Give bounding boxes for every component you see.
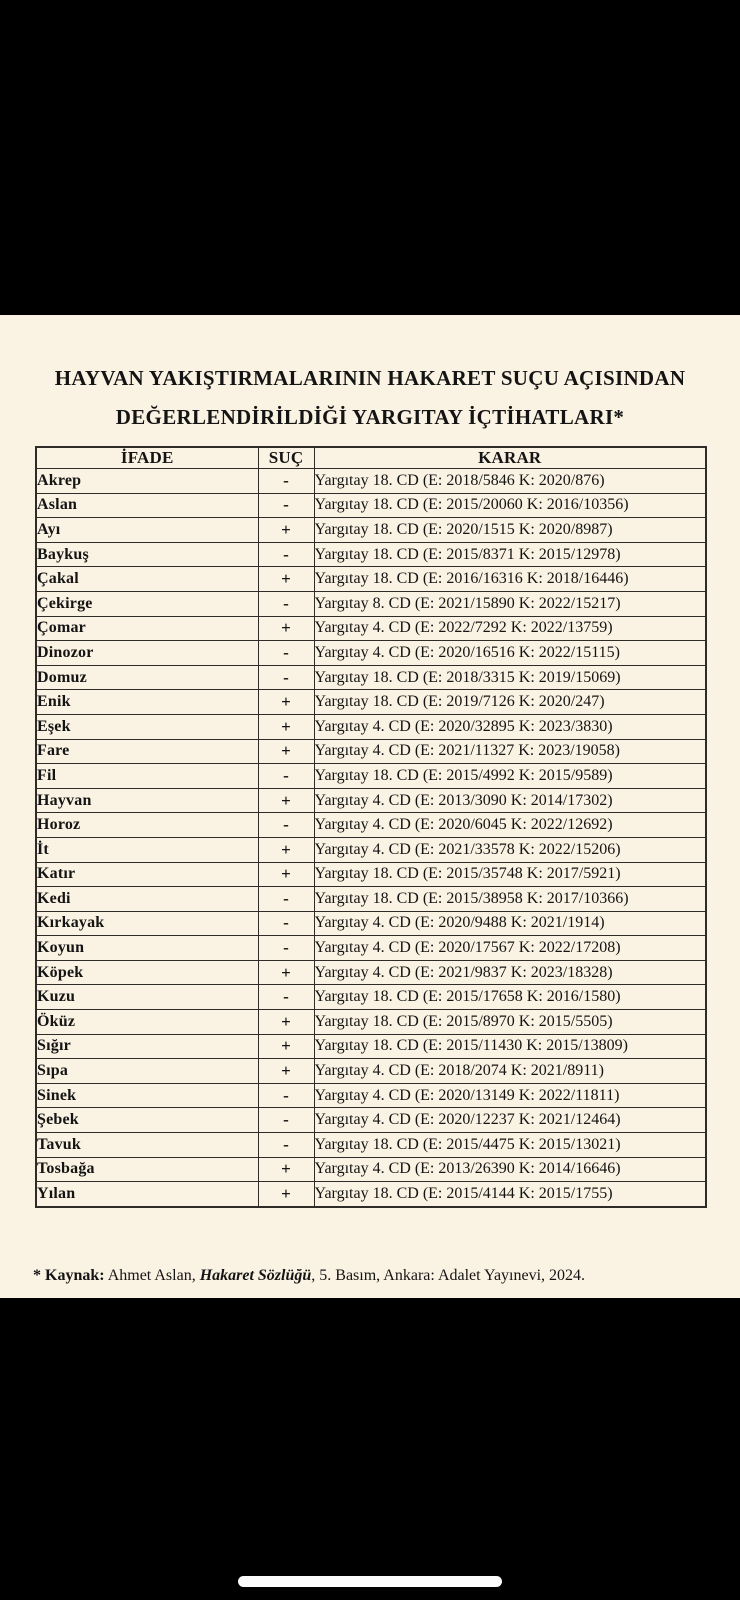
karar-cell: Yargıtay 4. CD (E: 2013/26390 K: 2014/16646) <box>314 1157 706 1182</box>
ifade-cell: İt <box>36 837 258 862</box>
suc-cell: + <box>258 690 314 715</box>
suc-cell: + <box>258 960 314 985</box>
karar-cell: Yargıtay 4. CD (E: 2022/7292 K: 2022/13759) <box>314 616 706 641</box>
table-row <box>36 493 706 518</box>
ifade-cell: Fil <box>36 764 258 789</box>
table-row <box>36 1059 706 1084</box>
ifade-cell: Baykuş <box>36 542 258 567</box>
karar-cell: Yargıtay 18. CD (E: 2015/4992 K: 2015/9589) <box>314 764 706 789</box>
ifade-cell: Enik <box>36 690 258 715</box>
header-cell-karar: KARAR <box>314 447 706 469</box>
table-row <box>36 788 706 813</box>
suc-cell: - <box>258 665 314 690</box>
karar-cell: Yargıtay 18. CD (E: 2015/8970 K: 2015/5505) <box>314 1010 706 1035</box>
suc-cell: + <box>258 1157 314 1182</box>
table-row <box>36 1010 706 1035</box>
suc-cell: + <box>258 862 314 887</box>
table-header <box>36 447 706 469</box>
ifade-cell: Çekirge <box>36 591 258 616</box>
suc-cell: - <box>258 936 314 961</box>
suc-cell: + <box>258 837 314 862</box>
suc-cell: - <box>258 469 314 494</box>
ifade-cell: Akrep <box>36 469 258 494</box>
table-row <box>36 591 706 616</box>
suc-cell: + <box>258 616 314 641</box>
ifade-cell: Sığır <box>36 1034 258 1059</box>
table-row <box>36 542 706 567</box>
document-title-line-2: DEĞERLENDİRİLDİĞİ YARGITAY İÇTİHATLARI* <box>115 405 625 429</box>
court-decisions-table <box>35 446 707 1208</box>
suc-cell: + <box>258 1059 314 1084</box>
table-row <box>36 469 706 494</box>
karar-cell: Yargıtay 18. CD (E: 2015/38958 K: 2017/10366) <box>314 887 706 912</box>
suc-cell: + <box>258 1182 314 1207</box>
karar-cell: Yargıtay 18. CD (E: 2015/8371 K: 2015/12978) <box>314 542 706 567</box>
suc-cell: + <box>258 1010 314 1035</box>
table-header-row <box>36 447 706 469</box>
ifade-cell: Çakal <box>36 567 258 592</box>
suc-cell: - <box>258 813 314 838</box>
table-row <box>36 616 706 641</box>
table-body <box>36 469 706 1207</box>
ifade-cell: Horoz <box>36 813 258 838</box>
suc-cell: + <box>258 518 314 543</box>
ifade-cell: Tavuk <box>36 1133 258 1158</box>
ifade-cell: Tosbağa <box>36 1157 258 1182</box>
suc-cell: - <box>258 1083 314 1108</box>
table-row <box>36 1133 706 1158</box>
karar-cell: Yargıtay 18. CD (E: 2015/4475 K: 2015/13021) <box>314 1133 706 1158</box>
suc-cell: + <box>258 567 314 592</box>
footnote-source-label: * Kaynak: <box>33 1267 105 1284</box>
karar-cell: Yargıtay 4. CD (E: 2021/9837 K: 2023/18328) <box>314 960 706 985</box>
suc-cell: - <box>258 591 314 616</box>
suc-cell: - <box>258 493 314 518</box>
table-row <box>36 1034 706 1059</box>
ifade-cell: Dinozor <box>36 641 258 666</box>
suc-cell: - <box>258 887 314 912</box>
bottom-letterbox-bar <box>0 1298 740 1600</box>
table-row <box>36 813 706 838</box>
suc-cell: + <box>258 1034 314 1059</box>
karar-cell: Yargıtay 4. CD (E: 2020/32895 K: 2023/3830) <box>314 714 706 739</box>
ifade-cell: Kuzu <box>36 985 258 1010</box>
karar-cell: Yargıtay 18. CD (E: 2020/1515 K: 2020/8987) <box>314 518 706 543</box>
ifade-cell: Sıpa <box>36 1059 258 1084</box>
ifade-cell: Öküz <box>36 1010 258 1035</box>
suc-cell: - <box>258 1133 314 1158</box>
document-title-line-1: HAYVAN YAKIŞTIRMALARININ HAKARET SUÇU AÇISINDAN <box>54 366 686 390</box>
ifade-cell: Domuz <box>36 665 258 690</box>
karar-cell: Yargıtay 18. CD (E: 2015/20060 K: 2016/10356) <box>314 493 706 518</box>
karar-cell: Yargıtay 18. CD (E: 2015/4144 K: 2015/1755) <box>314 1182 706 1207</box>
home-indicator-handle[interactable] <box>238 1576 502 1587</box>
suc-cell: + <box>258 714 314 739</box>
table-row <box>36 1083 706 1108</box>
suc-cell: + <box>258 739 314 764</box>
karar-cell: Yargıtay 4. CD (E: 2021/11327 K: 2023/19058) <box>314 739 706 764</box>
ifade-cell: Hayvan <box>36 788 258 813</box>
table-row <box>36 690 706 715</box>
table-row <box>36 641 706 666</box>
header-cell-suc: SUÇ <box>258 447 314 469</box>
table-row <box>36 739 706 764</box>
karar-cell: Yargıtay 18. CD (E: 2019/7126 K: 2020/247) <box>314 690 706 715</box>
karar-cell: Yargıtay 8. CD (E: 2021/15890 K: 2022/15217) <box>314 591 706 616</box>
karar-cell: Yargıtay 18. CD (E: 2018/5846 K: 2020/876) <box>314 469 706 494</box>
table-row <box>36 960 706 985</box>
karar-cell: Yargıtay 18. CD (E: 2015/11430 K: 2015/13809) <box>314 1034 706 1059</box>
top-letterbox-bar <box>0 0 740 315</box>
karar-cell: Yargıtay 4. CD (E: 2020/6045 K: 2022/12692) <box>314 813 706 838</box>
karar-cell: Yargıtay 18. CD (E: 2018/3315 K: 2019/15069) <box>314 665 706 690</box>
karar-cell: Yargıtay 4. CD (E: 2020/17567 K: 2022/17208) <box>314 936 706 961</box>
karar-cell: Yargıtay 4. CD (E: 2020/9488 K: 2021/1914) <box>314 911 706 936</box>
karar-cell: Yargıtay 4. CD (E: 2020/13149 K: 2022/11811) <box>314 1083 706 1108</box>
karar-cell: Yargıtay 18. CD (E: 2015/35748 K: 2017/5921) <box>314 862 706 887</box>
source-footnote <box>33 1267 723 1285</box>
suc-cell: - <box>258 985 314 1010</box>
table-row <box>36 911 706 936</box>
footnote-publication-info: , 5. Basım, Ankara: Adalet Yayınevi, 2024. <box>311 1267 586 1284</box>
ifade-cell: Fare <box>36 739 258 764</box>
table-row <box>36 1157 706 1182</box>
ifade-cell: Köpek <box>36 960 258 985</box>
table-row <box>36 887 706 912</box>
suc-cell: - <box>258 764 314 789</box>
ifade-cell: Kedi <box>36 887 258 912</box>
suc-cell: - <box>258 542 314 567</box>
karar-cell: Yargıtay 4. CD (E: 2020/12237 K: 2021/12464) <box>314 1108 706 1133</box>
suc-cell: - <box>258 911 314 936</box>
header-cell-ifade: İFADE <box>36 447 258 469</box>
ifade-cell: Kırkayak <box>36 911 258 936</box>
table-row <box>36 714 706 739</box>
karar-cell: Yargıtay 4. CD (E: 2020/16516 K: 2022/15115) <box>314 641 706 666</box>
suc-cell: - <box>258 1108 314 1133</box>
table-row <box>36 862 706 887</box>
table-row <box>36 837 706 862</box>
ifade-cell: Eşek <box>36 714 258 739</box>
ifade-cell: Ayı <box>36 518 258 543</box>
table-row <box>36 985 706 1010</box>
table-row <box>36 764 706 789</box>
karar-cell: Yargıtay 18. CD (E: 2015/17658 K: 2016/1580) <box>314 985 706 1010</box>
table-row <box>36 518 706 543</box>
footnote-author: Ahmet Aslan, <box>104 1267 200 1284</box>
karar-cell: Yargıtay 18. CD (E: 2016/16316 K: 2018/16446) <box>314 567 706 592</box>
karar-cell: Yargıtay 4. CD (E: 2013/3090 K: 2014/17302) <box>314 788 706 813</box>
table-row <box>36 936 706 961</box>
ifade-cell: Katır <box>36 862 258 887</box>
table-row <box>36 1108 706 1133</box>
ifade-cell: Aslan <box>36 493 258 518</box>
karar-cell: Yargıtay 4. CD (E: 2018/2074 K: 2021/8911) <box>314 1059 706 1084</box>
table-row <box>36 665 706 690</box>
document-page <box>0 315 740 1298</box>
ifade-cell: Çomar <box>36 616 258 641</box>
table-row <box>36 567 706 592</box>
suc-cell: + <box>258 788 314 813</box>
ifade-cell: Yılan <box>36 1182 258 1207</box>
ifade-cell: Sinek <box>36 1083 258 1108</box>
footnote-book-title: Hakaret Sözlüğü <box>199 1267 312 1284</box>
karar-cell: Yargıtay 4. CD (E: 2021/33578 K: 2022/15206) <box>314 837 706 862</box>
document-title <box>20 359 720 437</box>
table-row <box>36 1182 706 1207</box>
ifade-cell: Şebek <box>36 1108 258 1133</box>
suc-cell: - <box>258 641 314 666</box>
ifade-cell: Koyun <box>36 936 258 961</box>
